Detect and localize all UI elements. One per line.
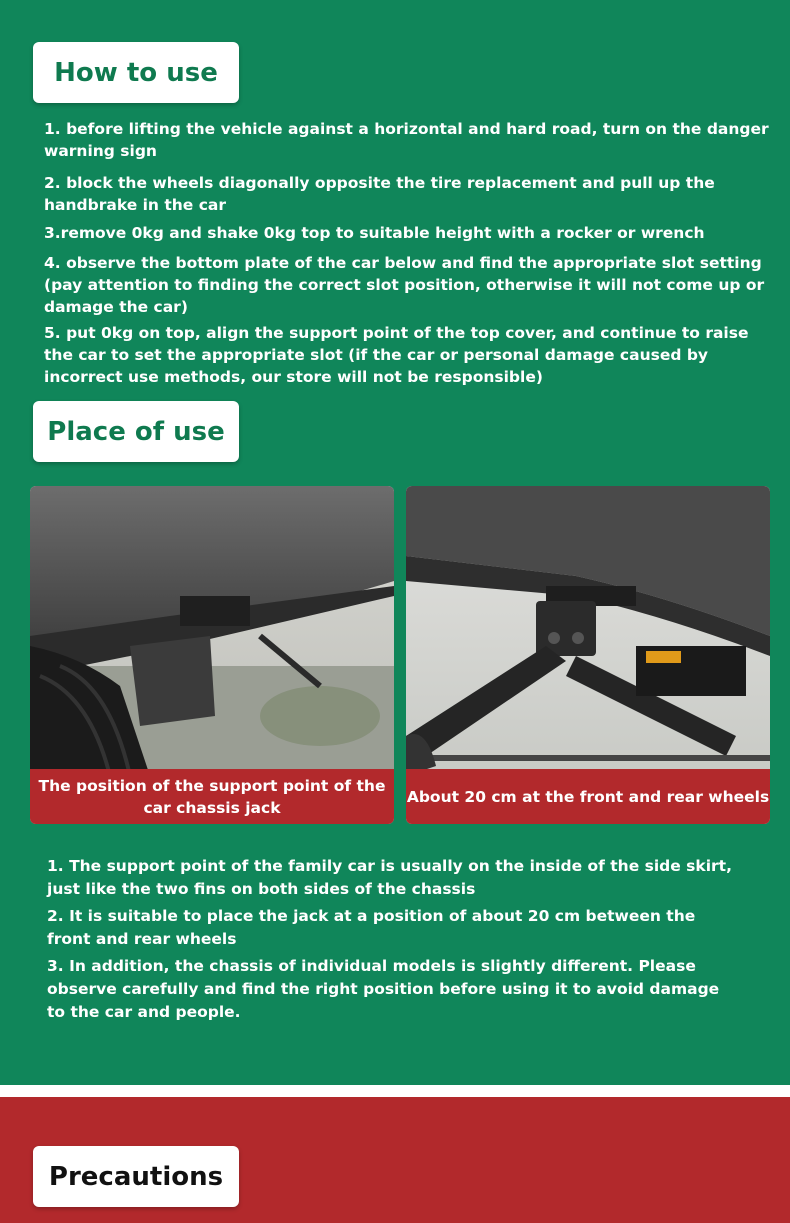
step-3: 3.remove 0kg and shake 0kg top to suitable height with a rocker or wrench xyxy=(44,224,705,242)
section-divider xyxy=(0,1085,790,1097)
step-2: 2. block the wheels diagonally opposite the tire replacement and pull up the handbrake in the car xyxy=(44,174,715,214)
note-2: 2. It is suitable to place the jack at a position of about 20 cm between the front and rear wheels xyxy=(47,907,696,948)
place-of-use-notes xyxy=(47,855,737,1024)
step-5: 5. put 0kg on top, align the support point of the top cover, and continue to raise the car to set the appropriate slot (if the car or personal damage caused by incorrect use methods, our store will not be responsible) xyxy=(44,324,749,386)
step-4: 4. observe the bottom plate of the car below and find the appropriate slot setting (pay attention to finding the correct slot position, otherwise it will not come up or damage the car) xyxy=(44,254,765,316)
how-to-use-steps xyxy=(44,118,769,388)
note-1: 1. The support point of the family car is usually on the inside of the side skirt, just like the two fins on both sides of the chassis xyxy=(47,857,732,898)
precautions-heading: Precautions xyxy=(33,1146,239,1207)
note-3: 3. In addition, the chassis of individual models is slightly different. Please observe carefully and find the right position before using it to avoid damage to the car and people. xyxy=(47,957,720,1021)
how-to-use-heading: How to use xyxy=(33,42,239,103)
chassis-support-photo xyxy=(30,486,394,824)
photo-caption-support-point: The position of the support point of the car chassis jack xyxy=(30,769,394,824)
jack-position-photo xyxy=(406,486,770,824)
photo-caption-jack-distance: About 20 cm at the front and rear wheels xyxy=(406,769,770,824)
place-of-use-heading: Place of use xyxy=(33,401,239,462)
step-1: 1. before lifting the vehicle against a horizontal and hard road, turn on the danger warning sign xyxy=(44,120,769,160)
